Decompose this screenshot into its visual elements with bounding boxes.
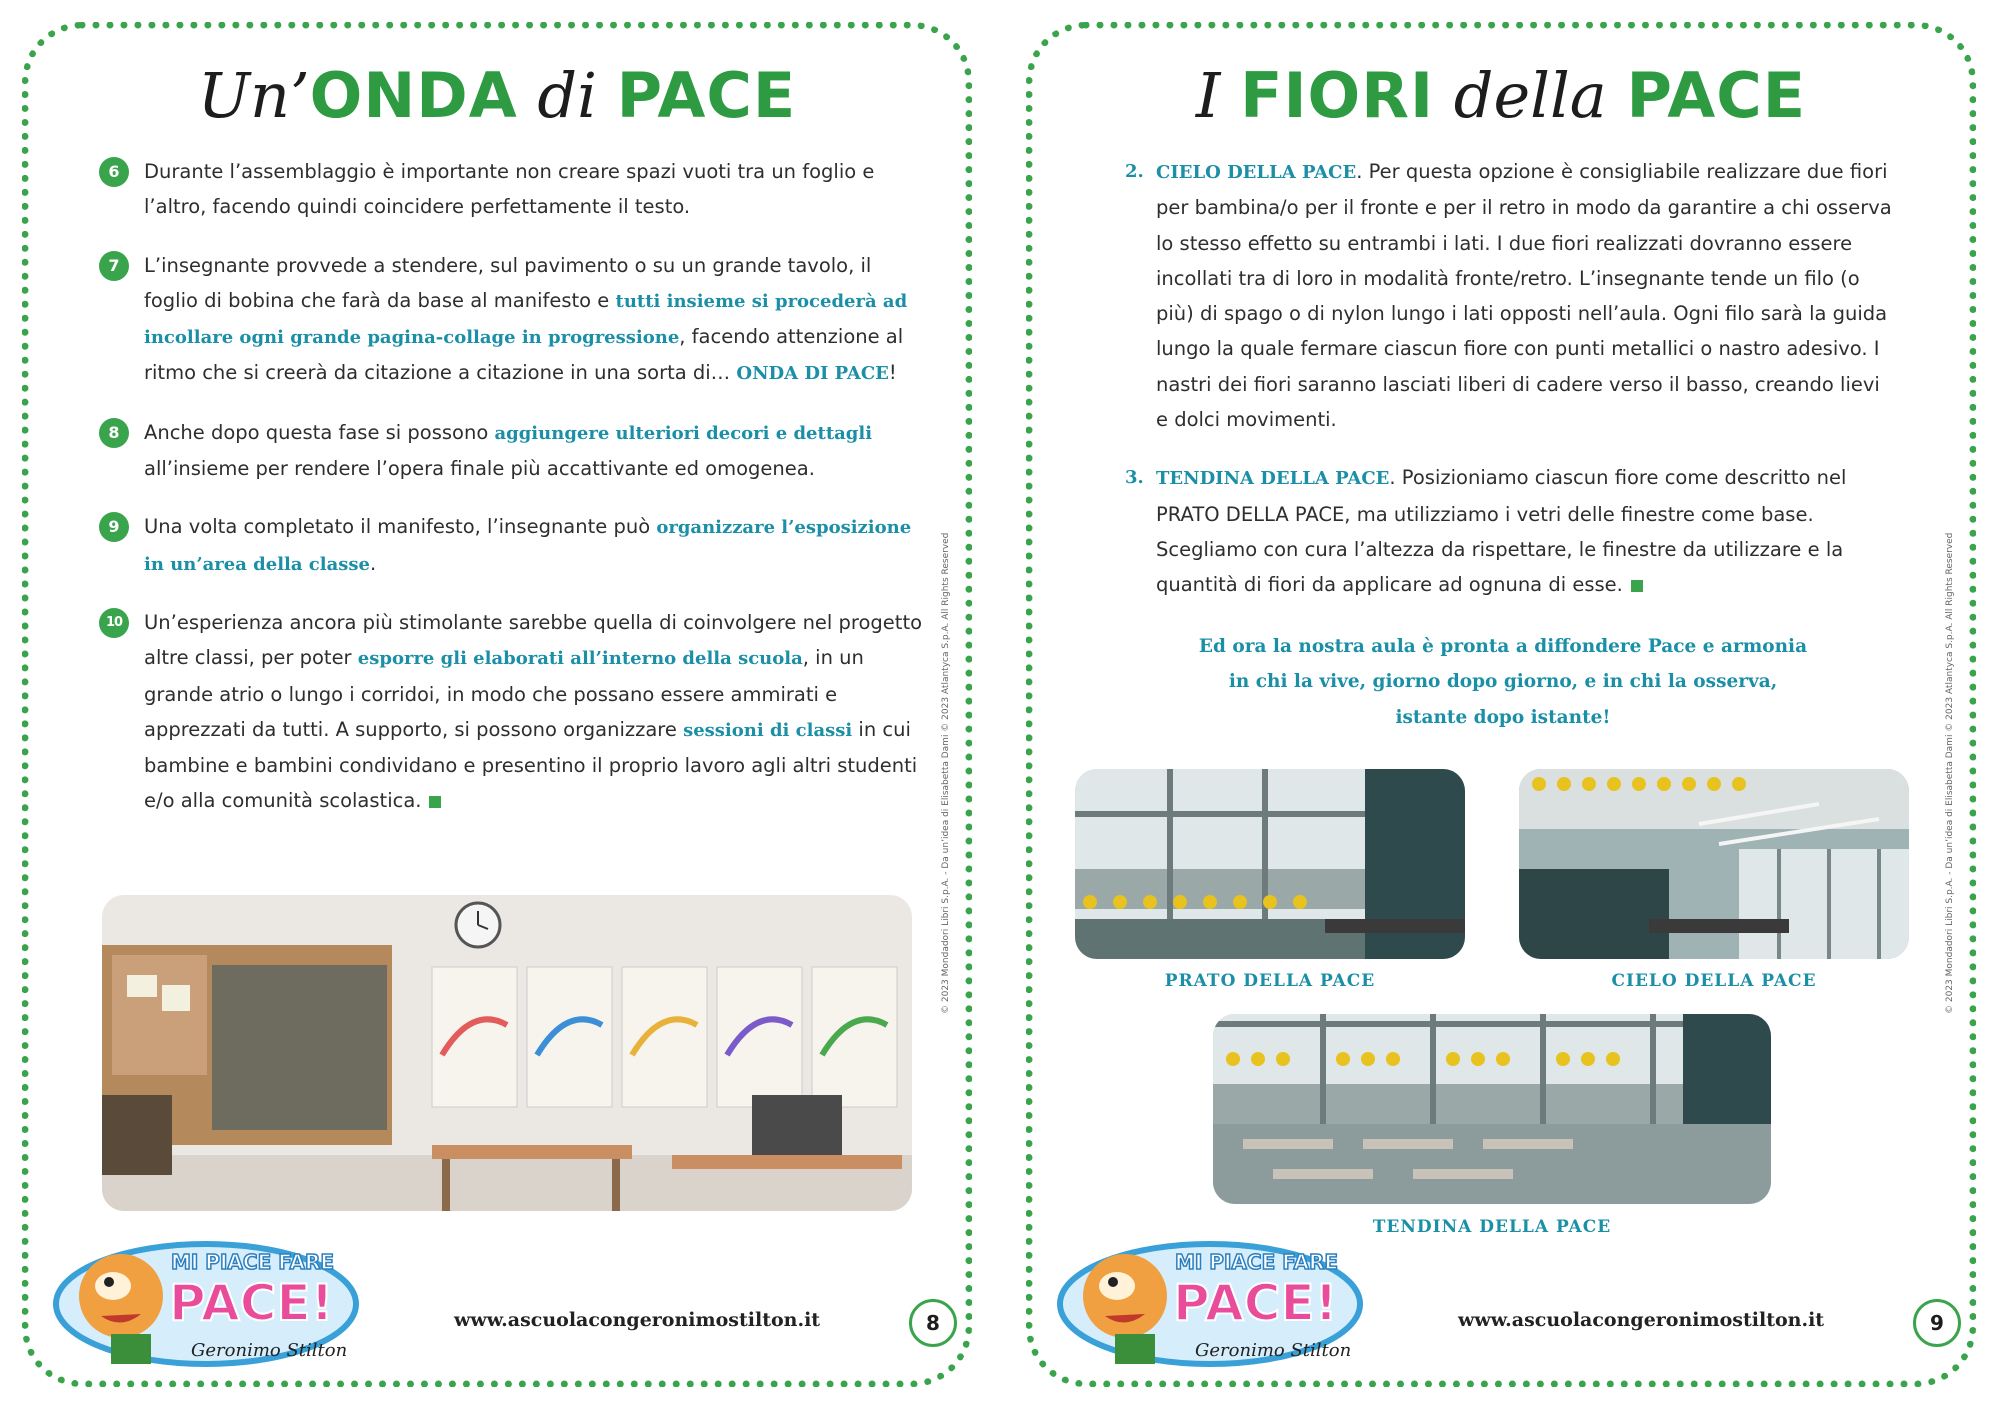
- step-text: L’insegnante provvede a stendere, sul pavimento o su un grande tavolo, il foglio di bobina che farà da base al manifesto e: [144, 253, 872, 312]
- step-9: [99, 509, 929, 582]
- right-page: [1026, 22, 1976, 1387]
- logo-line1: MI PIACE FARE: [171, 1250, 335, 1274]
- highlight-text: aggiungere ulteriori decori e dettagli: [494, 422, 873, 444]
- page-title: Un’ONDA di PACE: [197, 59, 797, 132]
- option-cielo: [1125, 154, 1895, 437]
- tendina-caption: TENDINA DELLA PACE: [1372, 1217, 1612, 1237]
- tendina-photo: [1213, 1014, 1771, 1204]
- step-text: Durante l’assemblaggio è importante non creare spazi vuoti tra un foglio e l’altro, facendo quindi coincidere perfettamente il testo.: [144, 160, 875, 219]
- website-url: www.ascuolacongeronimostilton.it: [1458, 1309, 1825, 1331]
- logo-line2: PACE!: [1173, 1274, 1338, 1332]
- option-tendina: [1125, 460, 1895, 602]
- page-number: 9: [1913, 1299, 1961, 1347]
- highlight-text: CIELO DELLA PACE: [1156, 162, 1357, 183]
- website-url: www.ascuolacongeronimostilton.it: [454, 1309, 821, 1331]
- highlight-text: esporre gli elaborati all’interno della scuola: [357, 648, 803, 670]
- classroom-poster-photo: [102, 895, 912, 1211]
- logo-graphic: [1055, 1234, 1375, 1374]
- step-6: [99, 154, 929, 225]
- step-number-badge: 8: [99, 418, 129, 448]
- prato-illustration: [1075, 769, 1465, 959]
- step-text: , facendo attenzione al ritmo che si creerà da citazione a citazione in una sorta di…: [144, 325, 904, 385]
- cielo-caption: CIELO DELLA PACE: [1611, 971, 1817, 991]
- cielo-photo: [1519, 769, 1909, 959]
- step-10: [99, 605, 929, 819]
- step-number-badge: 10: [99, 608, 129, 638]
- step-7: [99, 248, 929, 392]
- logo-line1: MI PIACE FARE: [1175, 1250, 1339, 1274]
- end-mark-icon: [1631, 580, 1643, 592]
- option-text: . Per questa opzione è consigliabile realizzare due fiori per bambina/o per il fronte e per il retro in modo da garantire a chi osserva lo stesso effetto su entrambi i lati. I due fiori realizzati dovranno essere incollati tra di loro in modalità fronte/retro. L’insegnante tende un filo (o più) di spago o di nylon lungo i lati opposti nell’aula. Ogni filo sarà la guida lungo la quale fermare ciascun fiore con punti metallici o nastro adesivo. I nastri dei fiori saranno lasciati liberi di cadere verso il basso, creando lievi e dolci movimenti.: [1156, 160, 1892, 432]
- step-text: Un’esperienza ancora più stimolante sarebbe quella di coinvolgere nel progetto altre classi, per poter: [144, 610, 923, 670]
- step-text: all’insieme per rendere l’opera finale più accattivante ed omogenea.: [144, 457, 815, 481]
- option-number: 2.: [1125, 161, 1144, 182]
- copyright-notice: © 2023 Mondadori Libri S.p.A. - Da un’idea di Elisabetta Dami © 2023 Atlantyca S.p.A. All Rights Reserved: [941, 532, 951, 1014]
- highlight-text: tutti insieme si procederà ad incollare ogni grande pagina-collage in progressione: [144, 290, 908, 349]
- step-number-badge: 7: [99, 251, 129, 281]
- left-page: [22, 22, 972, 1387]
- cielo-illustration: [1519, 769, 1909, 959]
- options-list: [1125, 154, 1895, 626]
- step-text: in cui bambine e bambini condividano e presentino il proprio lavoro agli altri studenti e/o alla comunità scolastica.: [144, 717, 918, 813]
- step-number-badge: 6: [99, 157, 129, 187]
- step-text: !: [888, 361, 897, 385]
- logo-graphic: [51, 1234, 371, 1374]
- highlight-text: organizzare l’esposizione in un’area della classe: [144, 517, 912, 575]
- page-title: I FIORI della PACE: [1195, 59, 1807, 132]
- classroom-illustration: [102, 895, 912, 1211]
- page-number: 8: [909, 1299, 957, 1347]
- option-text: . Posizioniamo ciascun fiore come descritto nel PRATO DELLA PACE, ma utilizziamo i vetri delle finestre come base. Scegliamo con cura l’altezza da rispettare, le finestre da utilizzare e la quantità di fiori da applicare ad ognuna di esse.: [1156, 466, 1847, 597]
- tendina-illustration: [1213, 1014, 1771, 1204]
- mi-piace-fare-pace-logo: [51, 1234, 371, 1374]
- step-text: Una volta completato il manifesto, l’insegnante può: [144, 515, 657, 539]
- prato-photo: [1075, 769, 1465, 959]
- step-text: Anche dopo questa fase si possono: [144, 420, 495, 444]
- logo-signature: Geronimo Stilton: [1195, 1340, 1352, 1361]
- mi-piace-fare-pace-logo: [1055, 1234, 1375, 1374]
- highlight-text: TENDINA DELLA PACE: [1156, 468, 1390, 490]
- step-text: .: [369, 551, 377, 575]
- option-number: 3.: [1125, 467, 1144, 489]
- end-mark-icon: [429, 796, 441, 808]
- logo-line2: PACE!: [169, 1274, 334, 1332]
- copyright-notice: © 2023 Mondadori Libri S.p.A. - Da un’idea di Elisabetta Dami © 2023 Atlantyca S.p.A. All Rights Reserved: [1945, 532, 1955, 1014]
- prato-caption: PRATO DELLA PACE: [1164, 971, 1376, 991]
- highlight-text: ONDA DI PACE: [736, 363, 889, 385]
- step-text: , in un grande atrio o lungo i corridoi, in modo che possano essere ammirati e apprezzati da tutti. A supporto, si possono organizzare: [144, 646, 864, 741]
- logo-signature: Geronimo Stilton: [191, 1340, 348, 1361]
- step-8: [99, 415, 929, 487]
- steps-list: [99, 154, 929, 842]
- highlight-text: sessioni di classi: [683, 719, 853, 741]
- step-number-badge: 9: [99, 512, 129, 542]
- closing-message: Ed ora la nostra aula è pronta a diffondere Pace e armonia in chi la vive, giorno dopo giorno, e in chi la osserva, istante dopo istante!: [1198, 636, 1808, 728]
